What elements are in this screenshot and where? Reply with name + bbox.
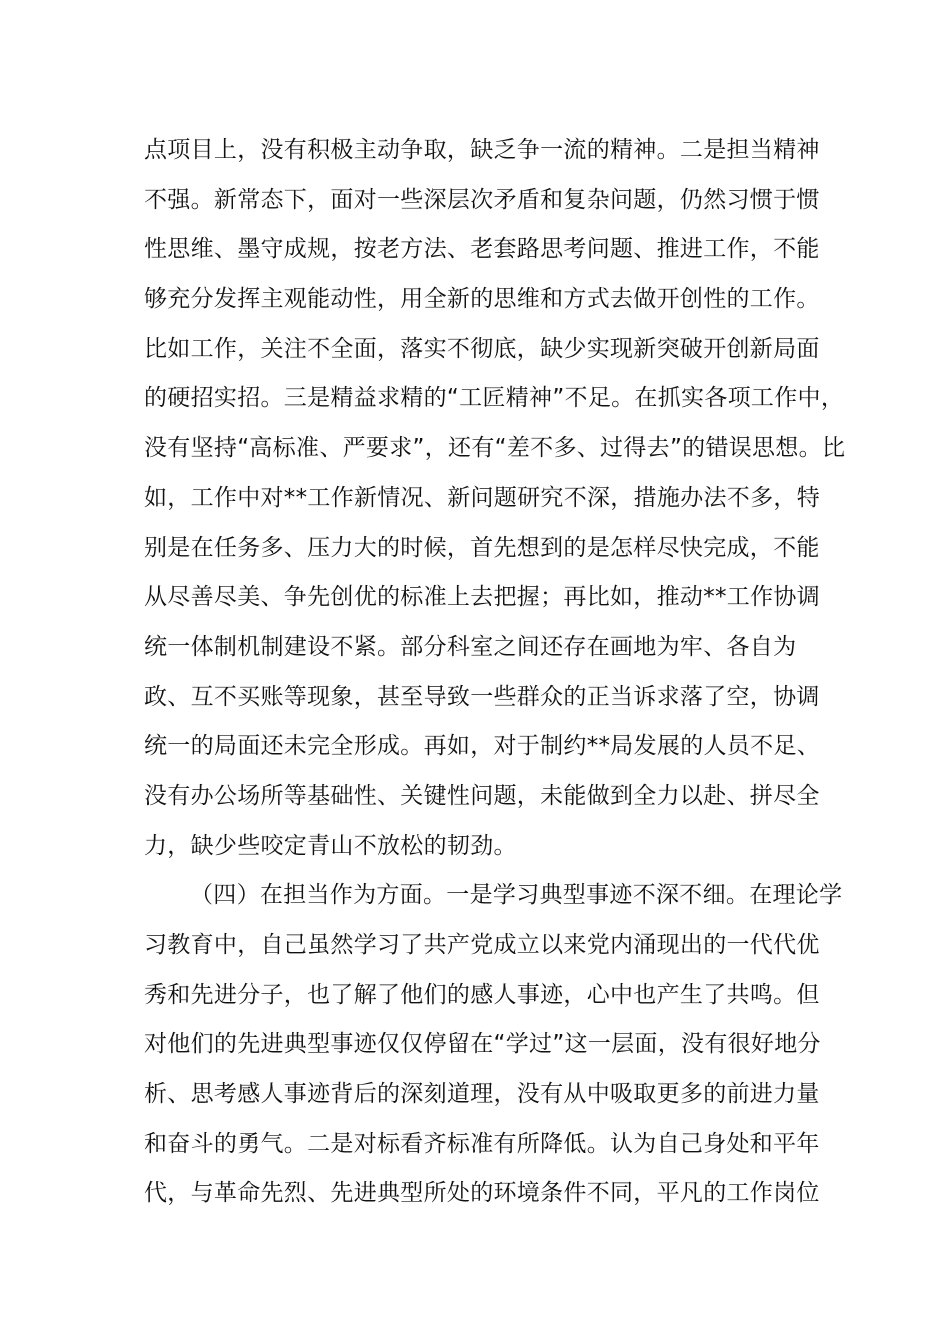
document-body (144, 126, 846, 1219)
text-line: 习教育中，自己虽然学习了共产党成立以来党内涌现出的一代代优 (144, 932, 820, 958)
text-line: 从尽善尽美、争先创优的标准上去把握；再比如，推动**工作协调 (144, 584, 820, 611)
text-line: 别是在任务多、压力大的时候，首先想到的是怎样尽快完成，不能 (144, 534, 820, 561)
text-line: 性思维、墨守成规，按老方法、老套路思考问题、推进工作，不能 (144, 236, 820, 263)
text-line: 点项目上，没有积极主动争取，缺乏争一流的精神。二是担当精神 (144, 137, 820, 163)
text-line: 的硬招实招。三是精益求精的“工匠精神”不足。在抓实各项工作中， (144, 385, 845, 412)
text-line: 析、思考感人事迹背后的深刻道理，没有从中吸取更多的前进力量 (144, 1081, 820, 1108)
text-line: 秀和先进分子，也了解了他们的感人事迹，心中也产生了共鸣。但 (144, 981, 820, 1008)
text-line: 力，缺少些咬定青山不放松的韧劲。 (144, 832, 517, 859)
text-line: 够充分发挥主观能动性，用全新的思维和方式去做开创性的工作。 (144, 286, 820, 313)
text-line: 如，工作中对**工作新情况、新问题研究不深，措施办法不多，特 (144, 484, 820, 511)
paragraph-1 (144, 126, 846, 871)
text-line: 统一体制机制建设不紧。部分科室之间还存在画地为牢、各自为 (144, 633, 797, 660)
text-line: 政、互不买账等现象，甚至导致一些群众的正当诉求落了空，协调 (144, 683, 820, 710)
text-line: 对他们的先进典型事迹仅仅停留在“学过”这一层面，没有很好地分 (144, 1031, 821, 1058)
text-line: 没有坚持“高标准、严要求”，还有“差不多、过得去”的错误思想。比 (144, 435, 846, 462)
text-line: 和奋斗的勇气。二是对标看齐标准有所降低。认为自己身处和平年 (144, 1130, 820, 1157)
text-line: 不强。新常态下，面对一些深层次矛盾和复杂问题，仍然习惯于惯 (144, 186, 820, 213)
paragraph-2 (144, 871, 843, 1219)
text-line: 统一的局面还未完全形成。再如，对于制约**局发展的人员不足、 (144, 733, 820, 760)
text-line: 代，与革命先烈、先进典型所处的环境条件不同，平凡的工作岗位 (144, 1180, 820, 1207)
text-line: （四）在担当作为方面。一是学习典型事迹不深不细。在理论学 (190, 882, 843, 909)
text-line: 比如工作，关注不全面，落实不彻底，缺少实现新突破开创新局面 (144, 335, 820, 362)
text-line: 没有办公场所等基础性、关键性问题，未能做到全力以赴、拼尽全 (144, 782, 820, 809)
